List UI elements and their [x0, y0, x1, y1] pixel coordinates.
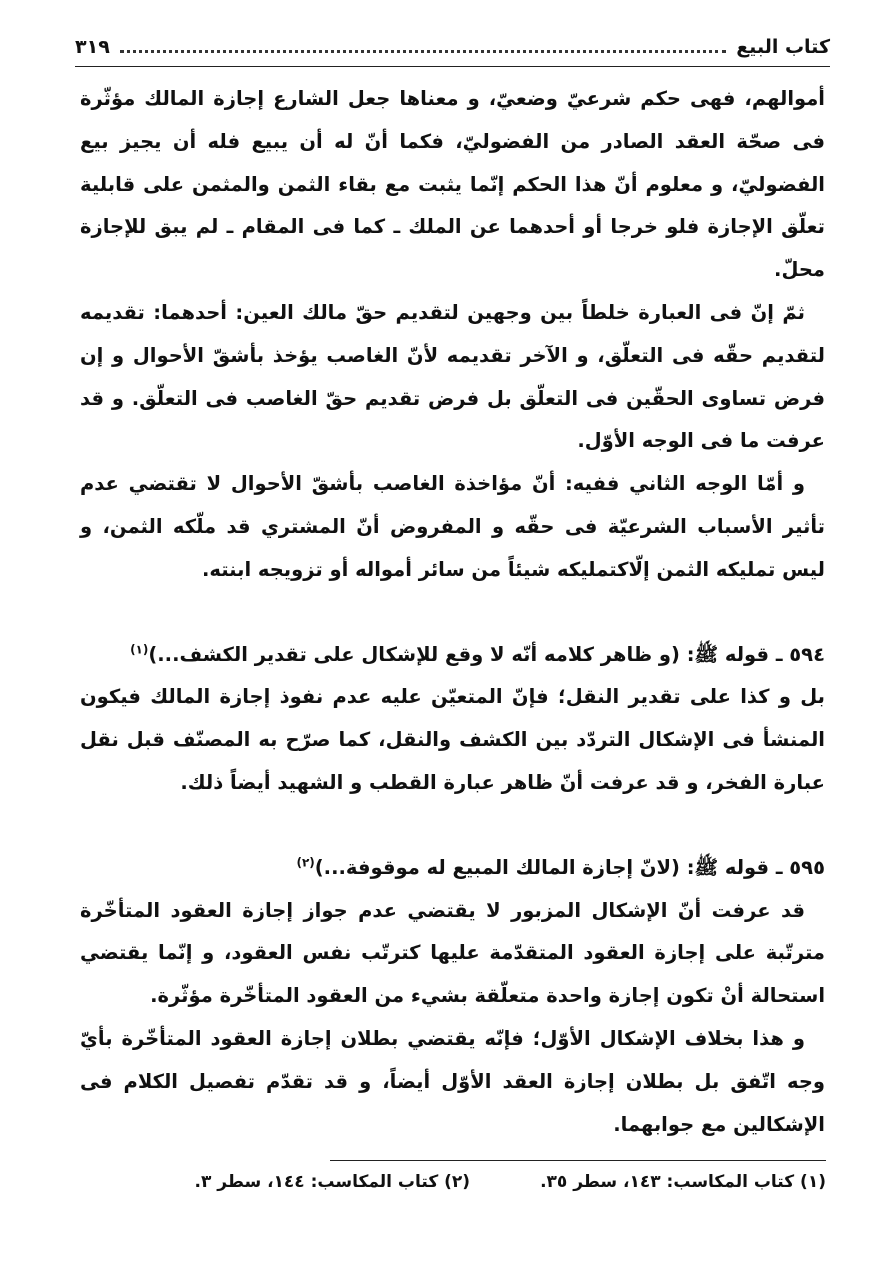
header-title: كتاب البيع	[736, 36, 830, 58]
paragraph-2: ثمّ إنّ فى العبارة خلطاً بين وجهين لتقديم حقّ مالك العين: أحدهما: تقديمه لتقديم حقّه فى التعلّق، و الآخر تقديمه لأنّ الغاصب يؤخذ بأشقّ الأحوال و إن فرض تساوى الحقّين فى التعلّق بل فرض تقديم حقّ الغاصب فى التعلّق. و قد عرفت ما فى الوجه الأوّل.	[80, 300, 825, 453]
section-595-text-2: و هذا بخلاف الإشكال الأوّل؛ فإنّه يقتضي بطلان إجازة العقود المتأخّرة بأيّ وجه اتّفق بل بطلان إجازة العقد الأوّل أيضاً، و قد تقدّم تفصيل الكلام فى الإشكالين مع جوابهما.	[80, 1026, 825, 1136]
section-594-text: بل و كذا على تقدير النقل؛ فإنّ المتعيّن عليه عدم نفوذ إجازة المالك فيكون المنشأ فى الإشكال التردّد بين الكشف والنقل، كما صرّح به المصنّف قبل نقل عبارة الفخر، و قد عرفت أنّ ظاهر عبارة القطب و الشهيد أيضاً ذلك.	[80, 685, 825, 794]
header-dot-leader	[120, 50, 726, 53]
section-594-heading-text: ٥٩٤ ـ قوله ﷺ: (و ظاهر كلامه أنّه لا وقع للإشكال على تقدير الكشف...)	[148, 642, 825, 666]
footnote-ref-2: (٢)	[296, 855, 315, 870]
section-595-heading-text: ٥٩٥ ـ قوله ﷺ: (لانّ إجازة المالك المبيع له موقوفة...)	[314, 855, 825, 879]
main-text	[80, 78, 825, 1146]
footnotes	[140, 1172, 826, 1192]
section-594-heading	[80, 634, 825, 677]
header-rule	[75, 66, 830, 67]
footnote-1: (١) كتاب المكاسب: ١٤٣، سطر ٣٥.	[540, 1172, 826, 1192]
paragraph-1: أموالهم، فهى حكم شرعيّ وضعيّ، و معناها جعل الشارع إجازة المالك مؤثّرة فى صحّة العقد الصادر من الفضوليّ، فكما أنّ له أن يبيع فله أن يجيز بيع الفضوليّ، و معلوم أنّ هذا الحكم إنّما يثبت مع بقاء الثمن والمثمن على قابلية تعلّق الإجازة فلو خرجا أو أحدهما عن الملك ـ كما فى المقام ـ لم يبق للإجازة محلّ.	[80, 87, 825, 282]
footnote-2: (٢) كتاب المكاسب: ١٤٤، سطر ٣.	[194, 1172, 471, 1192]
footnote-rule	[330, 1160, 826, 1161]
running-header	[75, 30, 830, 64]
section-595-text-1: قد عرفت أنّ الإشكال المزبور لا يقتضي عدم جواز إجازة العقود المتأخّرة مترتّبة على إجازة العقود المتقدّمة عليها كترتّب نفس العقود، و إنّما يقتضي استحالة أنْ تكون إجازة واحدة متعلّقة بشيء من العقود المتأخّرة مؤثّرة.	[80, 898, 825, 1008]
page-number: ٣١٩	[75, 36, 110, 58]
footnote-ref-1: (١)	[130, 642, 149, 657]
paragraph-3: و أمّا الوجه الثاني ففيه: أنّ مؤاخذة الغاصب بأشقّ الأحوال لا تقتضي عدم تأثير الأسباب الشرعيّة فى حقّه و المفروض أنّ المشتري قد ملّكه الثمن، و ليس تمليكه الثمن إلّاكتمليكه شيئاً من سائر أمواله أو تزويجه ابنته.	[80, 472, 825, 581]
section-595-heading	[80, 847, 825, 890]
